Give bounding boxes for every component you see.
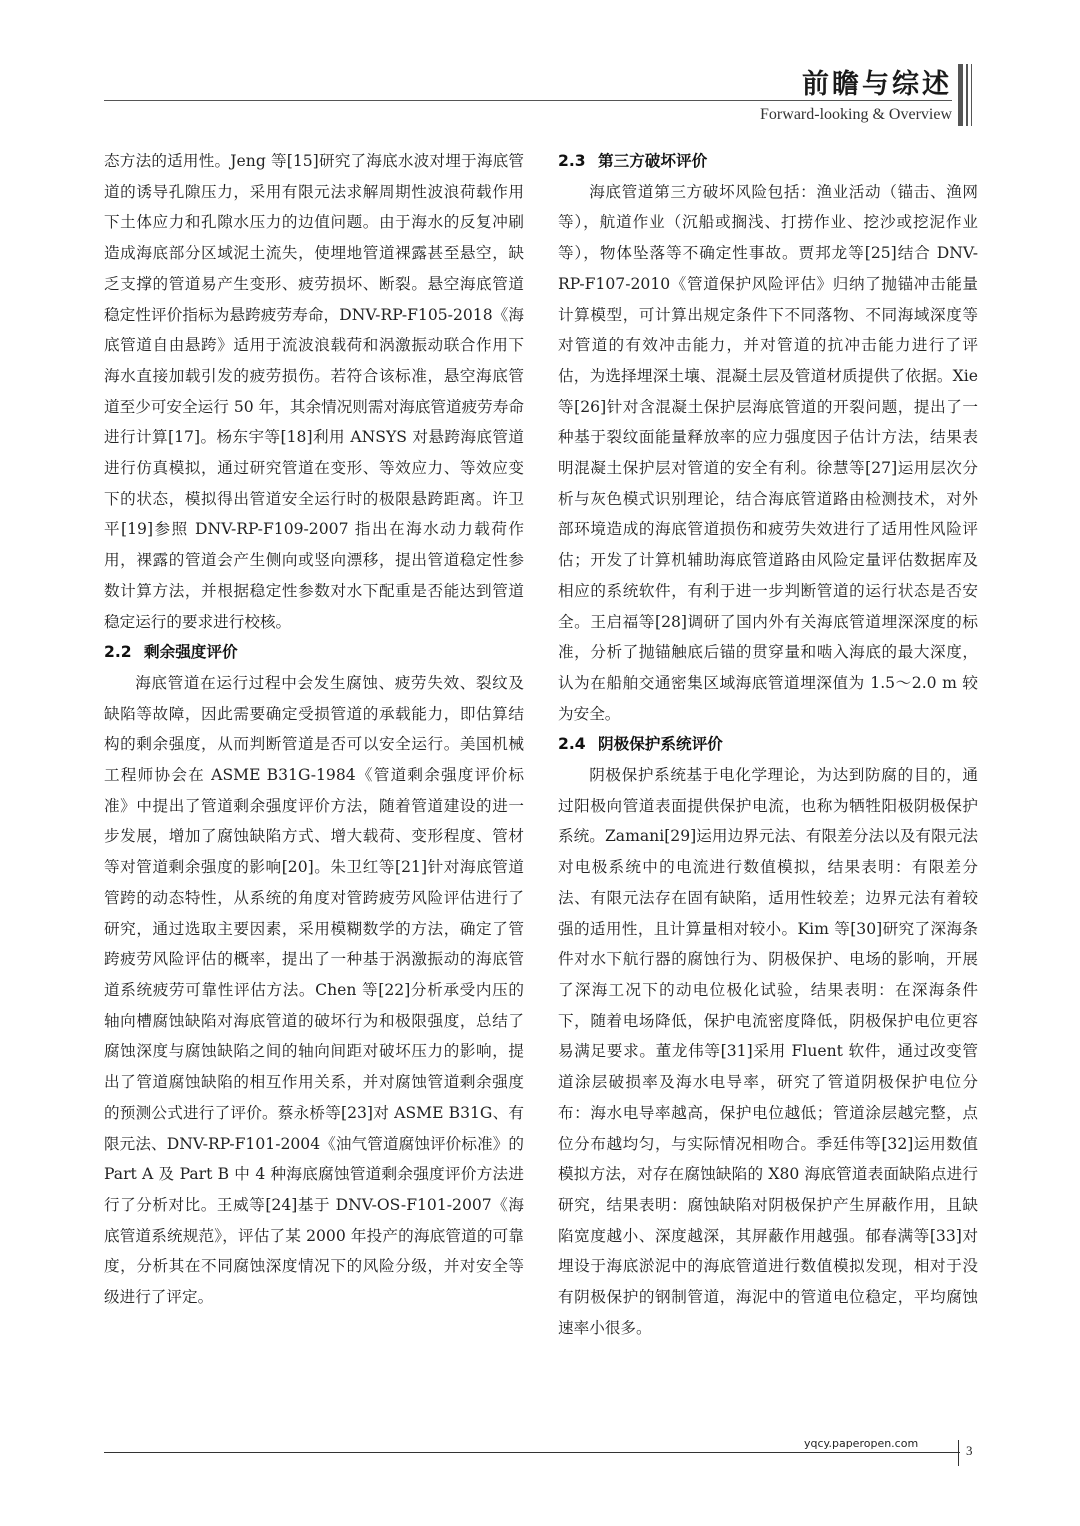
section-heading-2-3 <box>558 146 978 177</box>
section-number: 2.4 <box>558 735 586 754</box>
header-decor-bars <box>956 64 980 126</box>
paragraph-2-2: 海底管道在运行过程中会发生腐蚀、疲劳失效、裂纹及缺陷等故障，因此需要确定受损管道的承载能力，即估算结构的剩余强度，从而判断管道是否可以安全运行。美国机械工程师协会在 ASME B31G-1984《管道剩余强度评价标准》中提出了管道剩余强度评价方法，随着管道建设的进一步发展，增加了腐蚀缺陷方式、增大载荷、变形程度、管材等对管道剩余强度的影响[20]。朱卫红等[21]针对海底管道管跨的动态特性，从系统的角度对管跨疲劳风险评估进行了研究，通过选取主要因素，采用模糊数学的方法，确定了管跨疲劳风险评估的概率，提出了一种基于涡激振动的海底管道系统疲劳可靠性评估方法。Chen 等[22]分析承受内压的轴向槽腐蚀缺陷对海底管道的破坏行为和极限强度，总结了腐蚀深度与腐蚀缺陷之间的轴向间距对破坏压力的影响，提出了管道腐蚀缺陷的相互作用关系，并对腐蚀管道剩余强度的预测公式进行了评价。蔡永桥等[23]对 ASME B31G、有限元法、DNV-RP-F101-2004《油气管道腐蚀评价标准》的 Part A 及 Part B 中 4 种海底腐蚀管道剩余强度评价方法进行了分析对比。王威等[24]基于 DNV-OS-F101-2007《海底管道系统规范》，评估了某 2000 年投产的海底管道的可靠度，分析其在不同腐蚀深度情况下的风险分级，并对安全等级进行了评定。 <box>104 673 524 1307</box>
section-number: 2.3 <box>558 152 586 170</box>
section-heading-2-2 <box>104 637 524 668</box>
section-title: 阴极保护系统评价 <box>598 735 723 754</box>
footer-separator <box>958 1440 959 1466</box>
paragraph-2-4: 阴极保护系统基于电化学理论，为达到防腐的目的，通过阳极向管道表面提供保护电流，也称为牺牲阳极阴极保护系统。Zamani[29]运用边界元法、有限差分法以及有限元法对电极系统中的电流进行数值模拟，结果表明：有限差分法、有限元法存在固有缺陷，适用性较差；边界元法有着较强的适用性，且计算量相对较小。Kim 等[30]研究了深海条件对水下航行器的腐蚀行为、阴极保护、电场的影响，开展了深海工况下的动电位极化试验，结果表明：在深海条件下，随着电场降低，保护电流密度降低，阴极保护电位更容易满足要求。董龙伟等[31]采用 Fluent 软件，通过改变管道涂层破损率及海水电导率，研究了管道阴极保护电位分布：海水电导率越高，保护电位越低；管道涂层越完整，点位分布越均匀，与实际情况相吻合。季廷伟等[32]运用数值模拟方法，对存在腐蚀缺陷的 X80 海底管道表面缺陷点进行研究，结果表明：腐蚀缺陷对阴极保护产生屏蔽作用，且缺陷宽度越小、深度越深，其屏蔽作用越强。郁春满等[33]对埋设于海底淤泥中的海底管道进行数值模拟发现，相对于没有阴极保护的钢制管道，海泥中的管道电位稳定，平均腐蚀速率小很多。 <box>558 766 978 1337</box>
section-title: 第三方破坏评价 <box>598 152 708 170</box>
section-heading-2-4 <box>558 729 978 760</box>
journal-website: yqcy.paperopen.com <box>804 1437 919 1450</box>
section-title: 剩余强度评价 <box>144 643 238 662</box>
page-number: 3 <box>966 1443 973 1458</box>
header-rule <box>104 100 952 101</box>
paragraph-2-1-continued: 态方法的适用性。Jeng 等[15]研究了海底水波对埋于海底管道的诱导孔隙压力，采用有限元法求解周期性波浪荷载作用下土体应力和孔隙水压力的边值问题。由于海水的反复冲刷造成海底部分区域泥土流失，使埋地管道裸露甚至悬空，缺乏支撑的管道易产生变形、疲劳损坏、断裂。悬空海底管道稳定性评价指标为悬跨疲劳寿命，DNV-RP-F105-2018《海底管道自由悬跨》适用于流波浪载荷和涡激振动联合作用下海水直接加载引发的疲劳损伤。若符合该标准，悬空海底管道至少可安全运行 50 年，其余情况则需对海底管道疲劳寿命进行计算[17]。杨东宇等[18]利用 ANSYS 对悬跨海底管道进行仿真模拟，通过研究管道在变形、等效应力、等效应变下的状态，模拟得出管道安全运行时的极限悬跨距离。许卫平[19]参照 DNV-RP-F109-2007 指出在海水动力载荷作用，裸露的管道会产生侧向或竖向漂移，提出管道稳定性参数计算方法，并根据稳定性参数对水下配重是否能达到管道稳定运行的要求进行校核。 <box>104 152 524 631</box>
section-number: 2.2 <box>104 643 132 662</box>
right-column <box>558 146 978 1343</box>
paragraph-2-3: 海底管道第三方破坏风险包括：渔业活动（锚击、渔网等），航道作业（沉船或搁浅、打捞作业、挖沙或挖泥作业等），物体坠落等不确定性事故。贾邦龙等[25]结合 DNV-RP-F107-2010《管道保护风险评估》归纳了抛锚冲击能量计算模型，可计算出规定条件下不同落物、不同海域深度等对管道的有效冲击能力，并对管道的抗冲击能力进行了评估，为选择埋深土壤、混凝土层及管道材质提供了依据。Xie 等[26]针对含混凝土保护层海底管道的开裂问题，提出了一种基于裂纹面能量释放率的应力强度因子估计方法，结果表明混凝土保护层对管道的安全有利。徐慧等[27]运用层次分析与灰色模式识别理论，结合海底管道路由检测技术，对外部环境造成的海底管道损伤和疲劳失效进行了适用性风险评估；开发了计算机辅助海底管道路由风险定量评估数据库及相应的系统软件，有利于进一步判断管道的运行状态是否安全。王启福等[28]调研了国内外有关海底管道埋深深度的标准，分析了抛锚触底后锚的贯穿量和啮入海底的最大深度，认为在船舶交通密集区域海底管道埋深值为 1.5～2.0 m 较为安全。 <box>558 182 978 723</box>
footer-rule <box>104 1452 960 1453</box>
journal-section-title: 前瞻与综述 <box>802 69 952 100</box>
journal-section-subtitle: Forward-looking & Overview <box>760 106 952 123</box>
left-column <box>104 146 524 1313</box>
